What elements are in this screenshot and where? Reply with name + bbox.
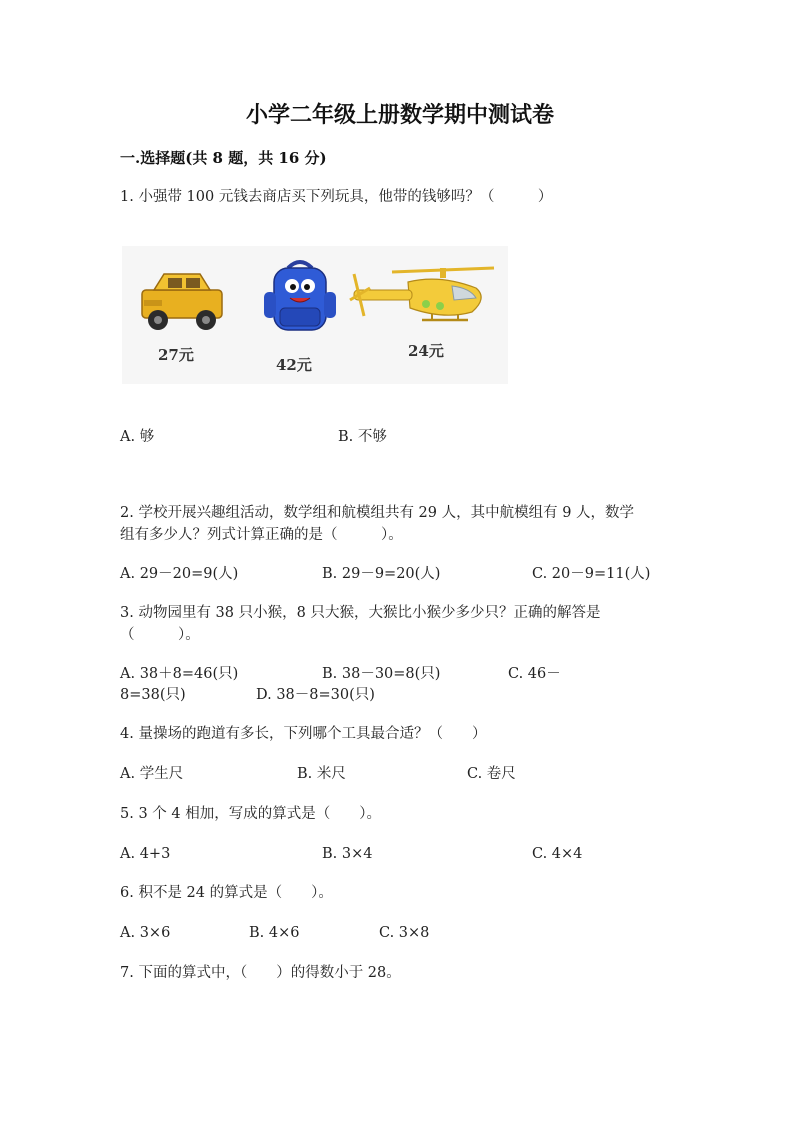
question-5-stem: 5. 3 个 4 相加，写成的算式是（ ）。 (120, 806, 381, 822)
q1-option-b[interactable]: B. 不够 (338, 429, 387, 445)
q3-option-a[interactable]: A. 38＋8=46(只) (120, 666, 239, 682)
question-6-stem: 6. 积不是 24 的算式是（ ）。 (120, 885, 333, 901)
q2-option-c[interactable]: C. 20－9=11(人) (532, 566, 651, 582)
question-2-stem-line-1: 2. 学校开展兴趣组活动，数学组和航模组共有 29 人，其中航模组有 9 人，数学 (120, 505, 635, 521)
q6-option-a[interactable]: A. 3×6 (120, 925, 171, 941)
q4-option-b[interactable]: B. 米尺 (297, 766, 346, 782)
question-7-stem: 7. 下面的算式中，（ ）的得数小于 28。 (120, 965, 401, 981)
q3-option-c-continued: 8=38(只) (120, 687, 186, 703)
q5-option-b[interactable]: B. 3×4 (322, 846, 373, 862)
backpack-icon (262, 258, 338, 334)
question-3-stem-line-2: （ ）。 (120, 627, 200, 643)
section-heading: 一.选择题(共 8 题，共 16 分) (120, 149, 327, 167)
helicopter-icon (348, 260, 498, 334)
q3-option-b[interactable]: B. 38－30=8(只) (322, 666, 441, 682)
q4-option-a[interactable]: A. 学生尺 (120, 766, 184, 782)
question-1-stem: 1. 小强带 100 元钱去商店买下列玩具，他带的钱够吗？（ ） (120, 189, 553, 205)
helicopter-price: 24元 (408, 342, 444, 360)
q2-option-a[interactable]: A. 29－20=9(人) (120, 566, 239, 582)
backpack-price: 42元 (276, 356, 312, 374)
page-title: 小学二年级上册数学期中测试卷 (245, 102, 554, 128)
toy-car-icon (136, 270, 228, 334)
q6-option-c[interactable]: C. 3×8 (379, 925, 430, 941)
q5-option-c[interactable]: C. 4×4 (532, 846, 583, 862)
question-4-stem: 4. 量操场的跑道有多长，下列哪个工具最合适？（ ） (120, 726, 487, 742)
question-3-stem-line-1: 3. 动物园里有 38 只小猴，8 只大猴，大猴比小猴少多少只？正确的解答是 (120, 605, 601, 621)
q3-option-d[interactable]: D. 38－8=30(只) (256, 687, 375, 703)
q6-option-b[interactable]: B. 4×6 (249, 925, 300, 941)
question-2-stem-line-2: 组有多少人？列式计算正确的是（ ）。 (120, 527, 403, 543)
q2-option-b[interactable]: B. 29－9=20(人) (322, 566, 441, 582)
q3-option-c[interactable]: C. 46－ (508, 666, 561, 682)
q5-option-a[interactable]: A. 4+3 (120, 846, 171, 862)
q4-option-c[interactable]: C. 卷尺 (467, 766, 516, 782)
car-price: 27元 (158, 346, 194, 364)
q1-option-a[interactable]: A. 够 (120, 429, 155, 445)
question-1-figure (122, 246, 508, 384)
